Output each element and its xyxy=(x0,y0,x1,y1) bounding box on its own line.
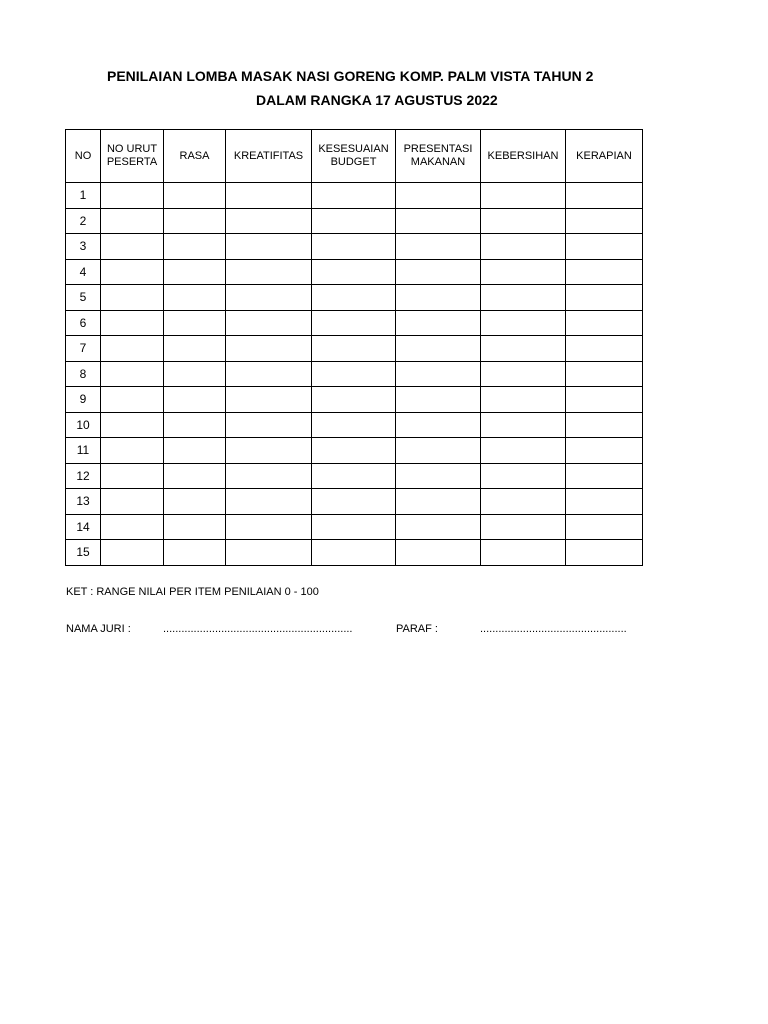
kebersihan-cell[interactable] xyxy=(481,234,566,260)
kerapian-cell[interactable] xyxy=(566,514,643,540)
presentasi-cell[interactable] xyxy=(396,463,481,489)
rasa-cell[interactable] xyxy=(164,387,226,413)
kebersihan-cell[interactable] xyxy=(481,361,566,387)
kreatifitas-cell[interactable] xyxy=(226,183,312,209)
paraf-field[interactable]: ................................................ xyxy=(480,623,627,635)
no-urut-cell[interactable] xyxy=(101,514,164,540)
kebersihan-cell[interactable] xyxy=(481,310,566,336)
kesesuaian-cell[interactable] xyxy=(312,438,396,464)
rasa-cell[interactable] xyxy=(164,259,226,285)
table-row xyxy=(66,310,643,336)
kerapian-cell[interactable] xyxy=(566,489,643,515)
kesesuaian-cell[interactable] xyxy=(312,336,396,362)
kerapian-cell[interactable] xyxy=(566,438,643,464)
table-row xyxy=(66,285,643,311)
rasa-cell[interactable] xyxy=(164,438,226,464)
kebersihan-cell[interactable] xyxy=(481,259,566,285)
rasa-cell[interactable] xyxy=(164,540,226,566)
kesesuaian-cell[interactable] xyxy=(312,387,396,413)
no-urut-cell[interactable] xyxy=(101,438,164,464)
rasa-cell[interactable] xyxy=(164,489,226,515)
row-number: 1 xyxy=(66,183,101,209)
no-urut-cell[interactable] xyxy=(101,310,164,336)
kerapian-cell[interactable] xyxy=(566,387,643,413)
row-number: 9 xyxy=(66,387,101,413)
table-row xyxy=(66,183,643,209)
rasa-cell[interactable] xyxy=(164,412,226,438)
judge-name-field[interactable]: .............................................................. xyxy=(163,623,353,635)
table-row xyxy=(66,438,643,464)
row-number: 13 xyxy=(66,489,101,515)
table-row xyxy=(66,514,643,540)
kerapian-cell[interactable] xyxy=(566,336,643,362)
kebersihan-cell[interactable] xyxy=(481,438,566,464)
kebersihan-cell[interactable] xyxy=(481,540,566,566)
no-urut-cell[interactable] xyxy=(101,208,164,234)
kesesuaian-cell[interactable] xyxy=(312,310,396,336)
rasa-cell[interactable] xyxy=(164,361,226,387)
header-kesesuaian-budget: KESESUAIAN BUDGET xyxy=(312,130,396,183)
row-number: 2 xyxy=(66,208,101,234)
row-number: 7 xyxy=(66,336,101,362)
kreatifitas-cell[interactable] xyxy=(226,234,312,260)
kebersihan-cell[interactable] xyxy=(481,514,566,540)
kebersihan-cell[interactable] xyxy=(481,208,566,234)
presentasi-cell[interactable] xyxy=(396,336,481,362)
header-row xyxy=(66,130,643,183)
kreatifitas-cell[interactable] xyxy=(226,361,312,387)
rasa-cell[interactable] xyxy=(164,463,226,489)
judge-name-label: NAMA JURI : xyxy=(66,623,131,635)
no-urut-cell[interactable] xyxy=(101,234,164,260)
table-row xyxy=(66,259,643,285)
row-number: 14 xyxy=(66,514,101,540)
row-number: 10 xyxy=(66,412,101,438)
kebersihan-cell[interactable] xyxy=(481,463,566,489)
no-urut-cell[interactable] xyxy=(101,489,164,515)
kreatifitas-cell[interactable] xyxy=(226,336,312,362)
kerapian-cell[interactable] xyxy=(566,285,643,311)
kreatifitas-cell[interactable] xyxy=(226,412,312,438)
table-row xyxy=(66,234,643,260)
kesesuaian-cell[interactable] xyxy=(312,489,396,515)
kesesuaian-cell[interactable] xyxy=(312,285,396,311)
kesesuaian-cell[interactable] xyxy=(312,183,396,209)
presentasi-cell[interactable] xyxy=(396,361,481,387)
form-title: PENILAIAN LOMBA MASAK NASI GORENG KOMP. PALM VISTA TAHUN 2 xyxy=(107,68,594,84)
presentasi-cell[interactable] xyxy=(396,438,481,464)
no-urut-cell[interactable] xyxy=(101,412,164,438)
kebersihan-cell[interactable] xyxy=(481,336,566,362)
row-number: 3 xyxy=(66,234,101,260)
kerapian-cell[interactable] xyxy=(566,412,643,438)
kesesuaian-cell[interactable] xyxy=(312,208,396,234)
row-number: 12 xyxy=(66,463,101,489)
header-presentasi-makanan: PRESENTASI MAKANAN xyxy=(396,130,481,183)
paraf-label: PARAF : xyxy=(396,623,438,635)
header-no-urut-peserta: NO URUT PESERTA xyxy=(101,130,164,183)
kesesuaian-cell[interactable] xyxy=(312,514,396,540)
kreatifitas-cell[interactable] xyxy=(226,438,312,464)
no-urut-cell[interactable] xyxy=(101,285,164,311)
table-row xyxy=(66,463,643,489)
kreatifitas-cell[interactable] xyxy=(226,489,312,515)
rasa-cell[interactable] xyxy=(164,208,226,234)
kesesuaian-cell[interactable] xyxy=(312,259,396,285)
table-row xyxy=(66,387,643,413)
header-kreatifitas: KREATIFITAS xyxy=(226,130,312,183)
kreatifitas-cell[interactable] xyxy=(226,208,312,234)
presentasi-cell[interactable] xyxy=(396,387,481,413)
range-note: KET : RANGE NILAI PER ITEM PENILAIAN 0 - 100 xyxy=(66,586,319,598)
kerapian-cell[interactable] xyxy=(566,259,643,285)
kebersihan-cell[interactable] xyxy=(481,183,566,209)
presentasi-cell[interactable] xyxy=(396,234,481,260)
kebersihan-cell[interactable] xyxy=(481,412,566,438)
presentasi-cell[interactable] xyxy=(396,285,481,311)
no-urut-cell[interactable] xyxy=(101,336,164,362)
kreatifitas-cell[interactable] xyxy=(226,387,312,413)
table-row xyxy=(66,540,643,566)
header-kerapian: KERAPIAN xyxy=(566,130,643,183)
presentasi-cell[interactable] xyxy=(396,540,481,566)
no-urut-cell[interactable] xyxy=(101,540,164,566)
presentasi-cell[interactable] xyxy=(396,310,481,336)
kebersihan-cell[interactable] xyxy=(481,285,566,311)
table-row xyxy=(66,412,643,438)
kerapian-cell[interactable] xyxy=(566,310,643,336)
no-urut-cell[interactable] xyxy=(101,361,164,387)
rasa-cell[interactable] xyxy=(164,183,226,209)
kesesuaian-cell[interactable] xyxy=(312,234,396,260)
presentasi-cell[interactable] xyxy=(396,183,481,209)
kerapian-cell[interactable] xyxy=(566,208,643,234)
row-number: 11 xyxy=(66,438,101,464)
row-number: 15 xyxy=(66,540,101,566)
kerapian-cell[interactable] xyxy=(566,183,643,209)
score-table xyxy=(65,129,643,566)
kreatifitas-cell[interactable] xyxy=(226,540,312,566)
kreatifitas-cell[interactable] xyxy=(226,285,312,311)
form-subtitle: DALAM RANGKA 17 AGUSTUS 2022 xyxy=(256,92,498,108)
rasa-cell[interactable] xyxy=(164,310,226,336)
presentasi-cell[interactable] xyxy=(396,489,481,515)
kebersihan-cell[interactable] xyxy=(481,387,566,413)
kerapian-cell[interactable] xyxy=(566,540,643,566)
row-number: 6 xyxy=(66,310,101,336)
kesesuaian-cell[interactable] xyxy=(312,412,396,438)
table-row xyxy=(66,489,643,515)
kesesuaian-cell[interactable] xyxy=(312,361,396,387)
kreatifitas-cell[interactable] xyxy=(226,310,312,336)
kerapian-cell[interactable] xyxy=(566,361,643,387)
no-urut-cell[interactable] xyxy=(101,387,164,413)
row-number: 5 xyxy=(66,285,101,311)
kerapian-cell[interactable] xyxy=(566,463,643,489)
rasa-cell[interactable] xyxy=(164,514,226,540)
kreatifitas-cell[interactable] xyxy=(226,514,312,540)
table-row xyxy=(66,361,643,387)
no-urut-cell[interactable] xyxy=(101,463,164,489)
row-number: 4 xyxy=(66,259,101,285)
presentasi-cell[interactable] xyxy=(396,208,481,234)
kebersihan-cell[interactable] xyxy=(481,489,566,515)
kerapian-cell[interactable] xyxy=(566,234,643,260)
table-row xyxy=(66,208,643,234)
header-no: NO xyxy=(66,130,101,183)
presentasi-cell[interactable] xyxy=(396,514,481,540)
kreatifitas-cell[interactable] xyxy=(226,259,312,285)
kreatifitas-cell[interactable] xyxy=(226,463,312,489)
header-kebersihan: KEBERSIHAN xyxy=(481,130,566,183)
kesesuaian-cell[interactable] xyxy=(312,540,396,566)
row-number: 8 xyxy=(66,361,101,387)
header-rasa: RASA xyxy=(164,130,226,183)
presentasi-cell[interactable] xyxy=(396,412,481,438)
presentasi-cell[interactable] xyxy=(396,259,481,285)
no-urut-cell[interactable] xyxy=(101,259,164,285)
kesesuaian-cell[interactable] xyxy=(312,463,396,489)
no-urut-cell[interactable] xyxy=(101,183,164,209)
rasa-cell[interactable] xyxy=(164,285,226,311)
rasa-cell[interactable] xyxy=(164,234,226,260)
rasa-cell[interactable] xyxy=(164,336,226,362)
table-row xyxy=(66,336,643,362)
